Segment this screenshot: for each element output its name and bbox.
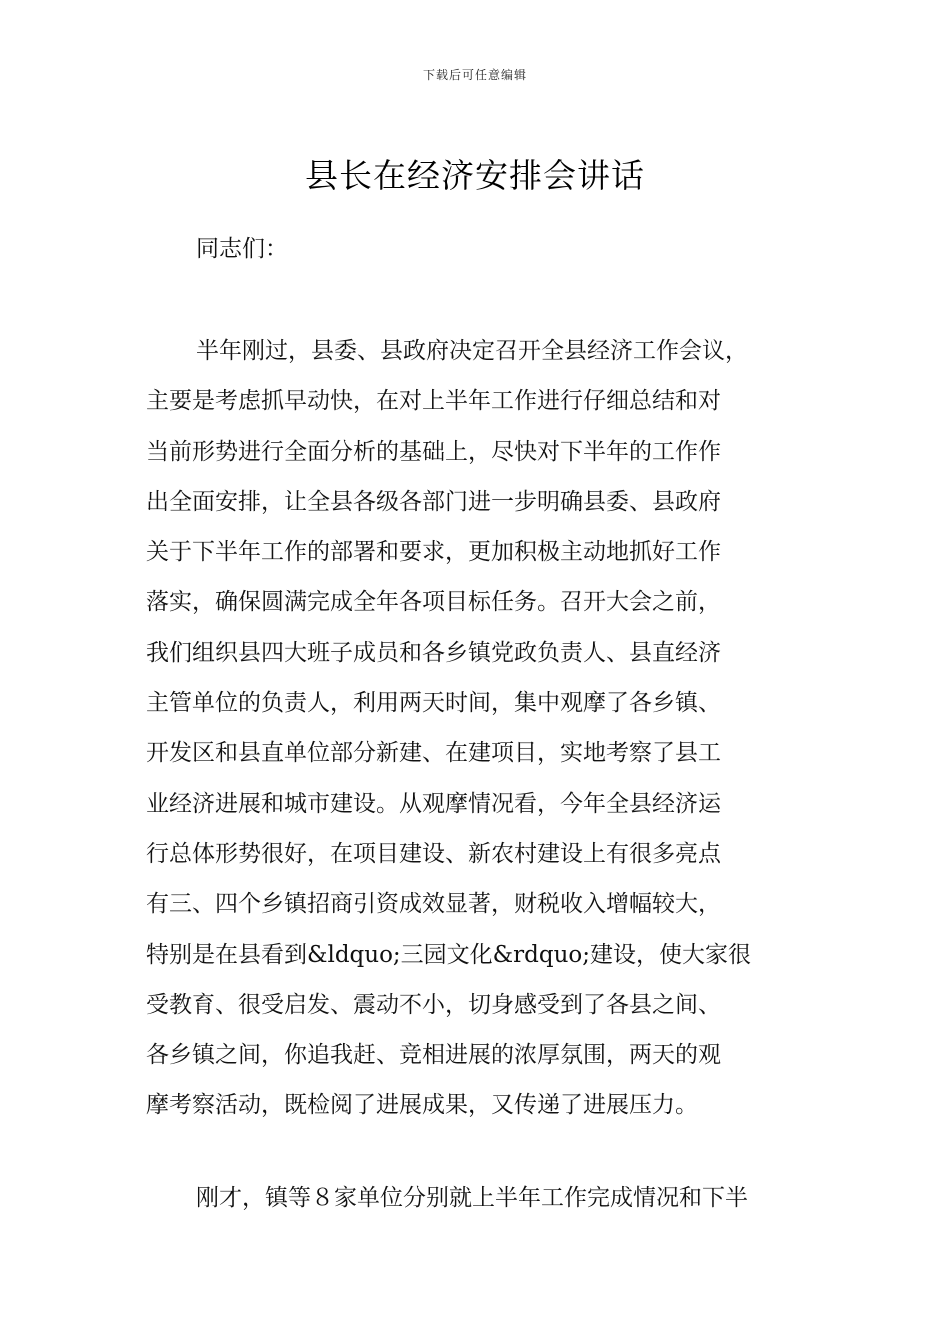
- paragraph-line: 特别是在县看到&ldquo;三园文化&rdquo;建设，使大家很: [146, 941, 752, 968]
- paragraph-line: 半年刚过，县委、县政府决定召开全县经济工作会议，: [196, 338, 748, 364]
- body-paragraph: [146, 1173, 826, 1223]
- paragraph-line: 我们组织县四大班子成员和各乡镇党政负责人、县直经济: [146, 639, 721, 666]
- paragraph-line: 有三、四个乡镇招商引资成效显著，财税收入增幅较大，: [146, 891, 721, 918]
- paragraph-line: 行总体形势很好，在项目建设、新农村建设上有很多亮点: [146, 840, 721, 867]
- paragraph-line: 开发区和县直单位部分新建、在建项目，实地考察了县工: [146, 740, 721, 767]
- paragraph-line: 当前形势进行全面分析的基础上，尽快对下半年的工作作: [146, 438, 721, 465]
- paragraph-line: 出全面安排，让全县各级各部门进一步明确县委、县政府: [146, 488, 721, 515]
- paragraph-line: 主要是考虑抓早动快，在对上半年工作进行仔细总结和对: [146, 388, 721, 415]
- paragraph-line: 各乡镇之间，你追我赶、竞相进展的浓厚氛围，两天的观: [146, 1042, 721, 1069]
- paragraph-line: 关于下半年工作的部署和要求，更加积极主动地抓好工作: [146, 539, 721, 566]
- paragraph-line: 落实，确保圆满完成全年各项目标任务。召开大会之前，: [146, 589, 721, 616]
- header-note: 下载后可任意编辑: [422, 68, 527, 82]
- document-title: 县长在经济安排会讲话: [305, 156, 645, 196]
- paragraph-line: 业经济进展和城市建设。从观摩情况看，今年全县经济运: [146, 790, 721, 817]
- paragraph-line: 主管单位的负责人，利用两天时间，集中观摩了各乡镇、: [146, 690, 721, 717]
- paragraph-line: 摩考察活动，既检阅了进展成果，又传递了进展压力。: [146, 1092, 698, 1119]
- salutation: 同志们：: [196, 236, 288, 262]
- paragraph-line: 刚才，镇等８家单位分别就上半年工作完成情况和下半: [196, 1185, 748, 1211]
- paragraph-line: 受教育、很受启发、震动不小，切身感受到了各县之间、: [146, 991, 721, 1018]
- body-paragraph: [146, 326, 826, 1131]
